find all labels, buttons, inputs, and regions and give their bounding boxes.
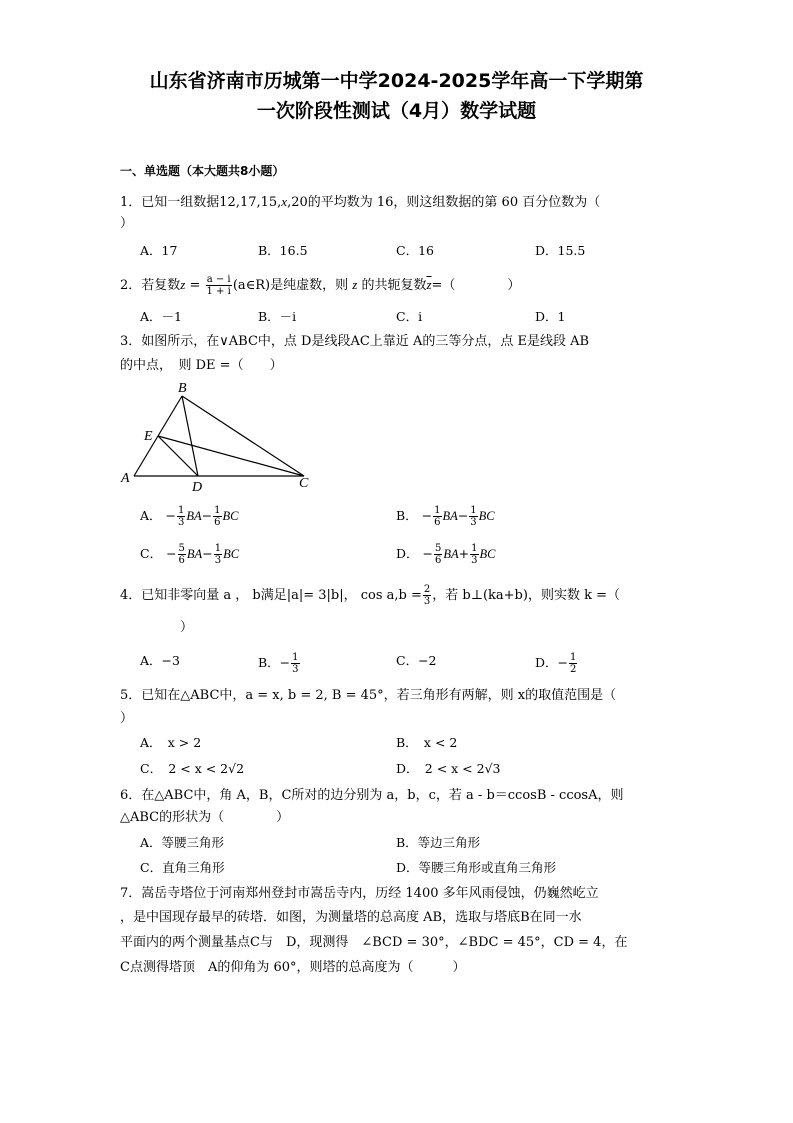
q3-a-sign: − xyxy=(165,508,176,523)
question-7-line1: 7．嵩岳寺塔位于河南郑州登封市嵩岳寺内，历经 1400 多年风雨侵蚀，仍巍然屹立 xyxy=(120,886,599,901)
q4-close-paren: ） xyxy=(180,620,194,635)
q3-a-c1n: 1 xyxy=(178,505,185,516)
q3-b-c1n: 1 xyxy=(434,505,441,516)
q2-zbar: $\overline{z}$ xyxy=(426,277,432,292)
q3-d-frac1 xyxy=(434,543,442,566)
page-title-line1: 山东省济南市历城第一中学2024-2025学年高一下学期第 xyxy=(149,70,644,92)
q2-frac-den: 1 + i xyxy=(206,286,231,297)
q3-c-sign: − xyxy=(166,546,177,561)
q5-option-c[interactable]: C． 2 < x < 2√2 xyxy=(140,761,245,776)
q6-option-d[interactable]: D．等腰三角形或直角三角形 xyxy=(396,860,557,875)
q6-option-c[interactable]: C．直角三角形 xyxy=(140,860,225,875)
q3-b-frac2 xyxy=(469,505,477,528)
question-2 xyxy=(120,274,660,297)
q3-d-v1: BA xyxy=(443,547,459,561)
q4-b-text: B．− xyxy=(258,655,291,670)
q2-text-d: =（ ） xyxy=(431,278,521,293)
triangle-figure xyxy=(118,378,318,493)
segment-ec xyxy=(158,436,304,476)
label-e: E xyxy=(144,429,153,444)
q6-option-b[interactable]: B．等边三角形 xyxy=(396,835,481,850)
q2-text-a: 2．若复数 xyxy=(120,278,181,293)
q3-d-v2: BC xyxy=(479,547,496,561)
q2-eq: = xyxy=(185,278,205,293)
question-6-line1: 6．在△ABC中，角 A，B，C所对的边分别为 a，b，c，若 a - b＝ccosB - ccosA，则 xyxy=(120,788,624,803)
q3-d-c2n: 1 xyxy=(471,543,478,554)
q2-var-z: z xyxy=(180,277,186,292)
q3-option-c[interactable] xyxy=(140,543,239,566)
q3-b-v2: BC xyxy=(478,509,495,523)
q3-b-sign: − xyxy=(421,508,433,523)
q2-frac-num: a − i xyxy=(206,274,231,285)
q3-option-a[interactable] xyxy=(140,505,239,528)
q1-option-c[interactable]: C．16 xyxy=(396,243,434,258)
q3-c-c2d: 3 xyxy=(214,555,222,566)
page-title-line2: 一次阶段性测试（4月）数学试题 xyxy=(256,100,537,122)
q4-text-b: ，若 b⊥(ka+b)，则实数 k =（ xyxy=(432,588,620,603)
q4-d-d: 2 xyxy=(570,664,577,675)
q4-d-n: 1 xyxy=(570,652,577,663)
q1-option-b[interactable]: B．16.5 xyxy=(258,243,308,258)
q3-a-c1d: 3 xyxy=(178,517,185,528)
q3-d-c1n: 5 xyxy=(435,543,442,554)
q3-b-letter: B． xyxy=(396,508,418,523)
question-7-line3: 平面内的两个测量基点C与 D，现测得 ∠BCD = 30°，∠BDC = 45°，CD = 4，在 xyxy=(120,935,628,950)
q3-d-c1d: 6 xyxy=(435,555,442,566)
q2-paren: (a∈R) xyxy=(232,278,271,293)
q3-c-frac1 xyxy=(178,543,186,566)
q3-a-c2d: 6 xyxy=(214,517,221,528)
label-d: D xyxy=(192,480,203,493)
q3-d-letter: D． xyxy=(396,546,419,561)
q4-option-b[interactable] xyxy=(258,652,301,675)
q1-text-a: 1．已知一组数据12,17,15, xyxy=(120,195,282,210)
q3-d-c2d: 3 xyxy=(471,555,478,566)
q3-a-frac1 xyxy=(177,505,185,528)
question-3-line2: 的中点， 则 DE =（ ） xyxy=(120,358,283,373)
q1-var-x: x xyxy=(281,194,288,209)
q4-fraction xyxy=(423,584,431,607)
q3-a-letter: A． xyxy=(140,508,162,523)
q2-fraction xyxy=(206,274,232,297)
q2-option-d[interactable]: D．1 xyxy=(535,309,566,324)
q1-close-paren: ） xyxy=(120,216,134,231)
question-6-line2: △ABC的形状为（ ） xyxy=(120,810,290,825)
q3-c-v2: BC xyxy=(223,547,240,561)
q4-d-text: D．− xyxy=(535,655,568,670)
segment-bd xyxy=(182,396,198,476)
q1-option-a[interactable]: A．17 xyxy=(140,243,178,258)
q3-c-c1n: 5 xyxy=(178,543,185,554)
q3-b-c1d: 6 xyxy=(434,517,441,528)
q2-option-b[interactable]: B．－i xyxy=(258,309,297,324)
label-c: C xyxy=(299,476,309,491)
q3-d-sign: − xyxy=(422,546,433,561)
q4-b-d: 3 xyxy=(292,664,299,675)
q4-text-a: 4．已知非零向量 a ， b满足|a|= 3|b|， cos a,b = xyxy=(120,588,422,603)
q3-c-frac2 xyxy=(214,543,222,566)
label-b: B xyxy=(178,381,187,396)
q2-text-c: 的共轭复数 xyxy=(357,278,427,293)
q2-option-c[interactable]: C．i xyxy=(396,309,423,324)
question-4 xyxy=(120,584,660,607)
question-3-line1: 3．如图所示，在∨ABC中，点 D是线段AC上靠近 A的三等分点，点 E是线段 AB xyxy=(120,334,590,349)
q2-option-a[interactable]: A．－1 xyxy=(140,309,182,324)
q5-option-b[interactable]: B． x < 2 xyxy=(396,735,458,750)
q5-option-a[interactable]: A． x > 2 xyxy=(140,735,202,750)
q3-a-frac2 xyxy=(213,505,221,528)
question-7-line4: C点测得塔顶 A的仰角为 60°，则塔的总高度为（ ） xyxy=(120,960,466,975)
q5-close-paren: ） xyxy=(120,711,134,726)
q4-frac-n: 2 xyxy=(423,584,431,595)
q4-option-c[interactable]: C．−2 xyxy=(396,653,437,668)
q1-option-d[interactable]: D．15.5 xyxy=(535,243,586,258)
q3-b-v1: BA xyxy=(442,509,458,523)
q2-var-z2: z xyxy=(352,277,358,292)
q2-text-b: 是纯虚数，则 xyxy=(270,278,353,293)
q3-b-c2d: 3 xyxy=(470,517,477,528)
question-1 xyxy=(120,192,660,213)
section-heading: 一、单选题（本大题共8小题） xyxy=(120,164,285,178)
q4-frac-d: 3 xyxy=(423,596,431,607)
q3-d-frac2 xyxy=(470,543,478,566)
q3-a-v2: BC xyxy=(222,509,239,523)
q3-b-frac1 xyxy=(433,505,441,528)
q3-option-d[interactable] xyxy=(396,543,496,566)
q4-option-d[interactable] xyxy=(535,652,578,675)
q4-b-frac xyxy=(291,652,299,675)
label-a: A xyxy=(121,471,130,486)
q4-option-a[interactable]: A．−3 xyxy=(140,653,180,668)
q3-c-op: − xyxy=(202,546,213,561)
q5-option-d[interactable]: D． 2 < x < 2√3 xyxy=(396,761,501,776)
q3-a-op: − xyxy=(201,508,213,523)
edge-bc xyxy=(182,396,304,476)
q3-c-c1d: 6 xyxy=(178,555,185,566)
q3-a-v1: BA xyxy=(186,509,202,523)
question-5: 5．已知在△ABC中，a = x, b = 2, B = 45°，若三角形有两解，则 x的取值范围是（ xyxy=(120,688,617,703)
q1-text-b: ,20的平均数为 16，则这组数据的第 60 百分位数为（ xyxy=(287,195,601,210)
q3-option-b[interactable] xyxy=(396,505,495,528)
q3-c-v1: BA xyxy=(186,547,203,561)
q3-c-letter: C． xyxy=(140,546,163,561)
q3-b-c2n: 1 xyxy=(470,505,477,516)
q4-d-frac xyxy=(569,652,577,675)
q3-a-c2n: 1 xyxy=(214,505,221,516)
q3-d-op: + xyxy=(458,546,470,561)
question-7-line2: ，是中国现存最早的砖塔．如图，为测量塔的总高度 AB，选取与塔底B在同一水 xyxy=(120,910,582,925)
q6-option-a[interactable]: A．等腰三角形 xyxy=(140,835,225,850)
q4-b-n: 1 xyxy=(292,652,299,663)
q3-c-c2n: 1 xyxy=(214,543,222,554)
q3-b-op: − xyxy=(457,508,469,523)
